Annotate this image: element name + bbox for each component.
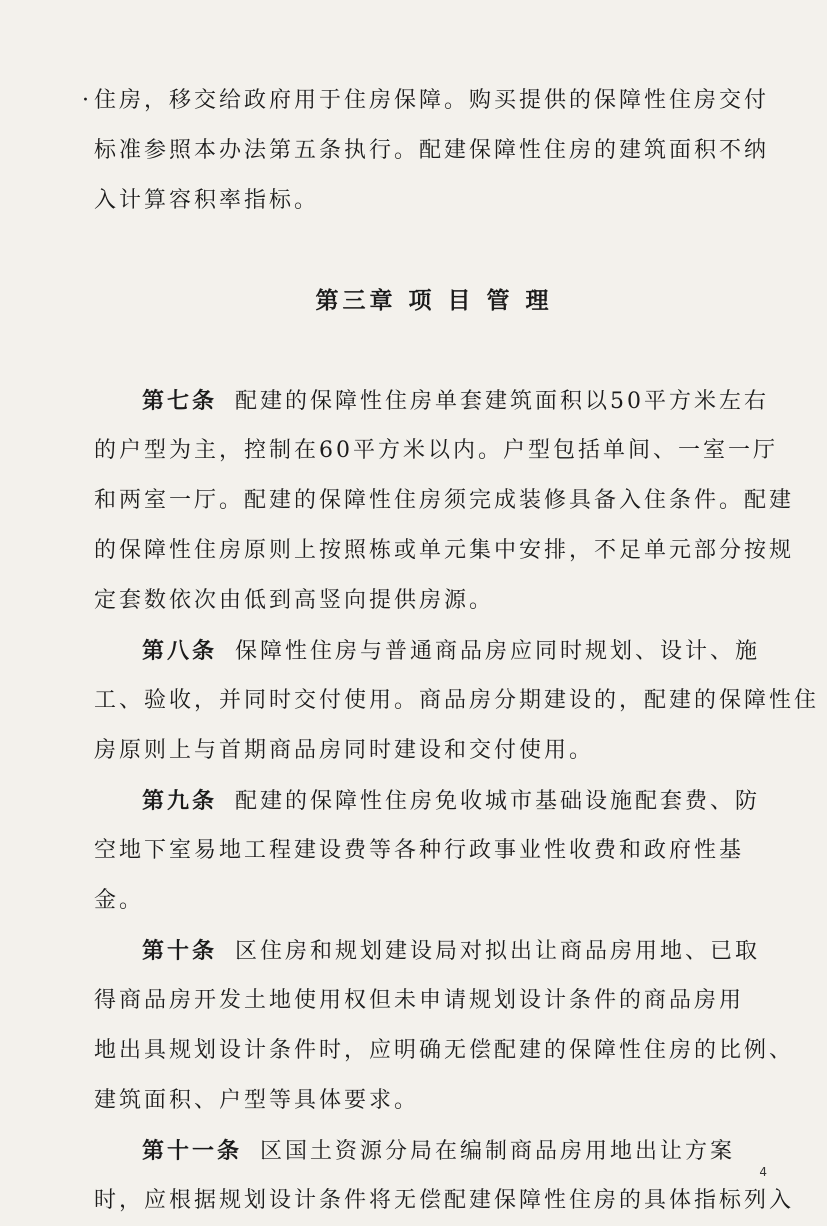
article-first-line: 第九条 配建的保障性住房免收城市基础设施配套费、防 [142,788,761,814]
text-line: 时，应根据规划设计条件将无偿配建保障性住房的具体指标列入 [94,1188,795,1213]
text-line: 工、验收，并同时交付使用。商品房分期建设的，配建的保障性住 [94,688,820,713]
text-line: 定套数依次由低到高竖向提供房源。 [94,588,495,613]
text-line: 金。 [94,888,145,913]
text-line: 和两室一厅。配建的保障性住房须完成装修具备入住条件。配建 [94,488,795,513]
text-line: 标准参照本办法第五条执行。配建保障性住房的建筑面积不纳 [94,138,770,163]
text-line: 房原则上与首期商品房同时建设和交付使用。 [94,738,595,763]
article-first-line: 第十条 区住房和规划建设局对拟出让商品房用地、已取 [142,938,761,964]
article-first-line: 第十一条 区国土资源分局在编制商品房用地出让方案 [142,1138,736,1164]
text-line: 建筑面积、户型等具体要求。 [94,1088,420,1113]
text-line: 空地下室易地工程建设费等各种行政事业性收费和政府性基 [94,838,745,863]
body-text [82,76,820,1226]
page-number: 4 [759,1165,767,1179]
text-line: 的户型为主，控制在60平方米以内。户型包括单间、一室一厅 [94,438,778,463]
article-first-line: 第八条 保障性住房与普通商品房应同时规划、设计、施 [142,638,761,664]
article-first-line: 第七条 配建的保障性住房单套建筑面积以50平方米左右 [142,388,770,414]
chapter-title: 第三章 项 目 管 理 [315,287,553,314]
text-line: 得商品房开发土地使用权但未申请规划设计条件的商品房用 [94,988,745,1013]
text-line: 的保障性住房原则上按照栋或单元集中安排，不足单元部分按规 [94,538,795,563]
text-line: 地出具规划设计条件时，应明确无偿配建的保障性住房的比例、 [94,1038,795,1063]
text-line: · 住房，移交给政府用于住房保障。购买提供的保障性住房交付 [82,88,770,113]
text-line: 入计算容积率指标。 [94,188,320,213]
